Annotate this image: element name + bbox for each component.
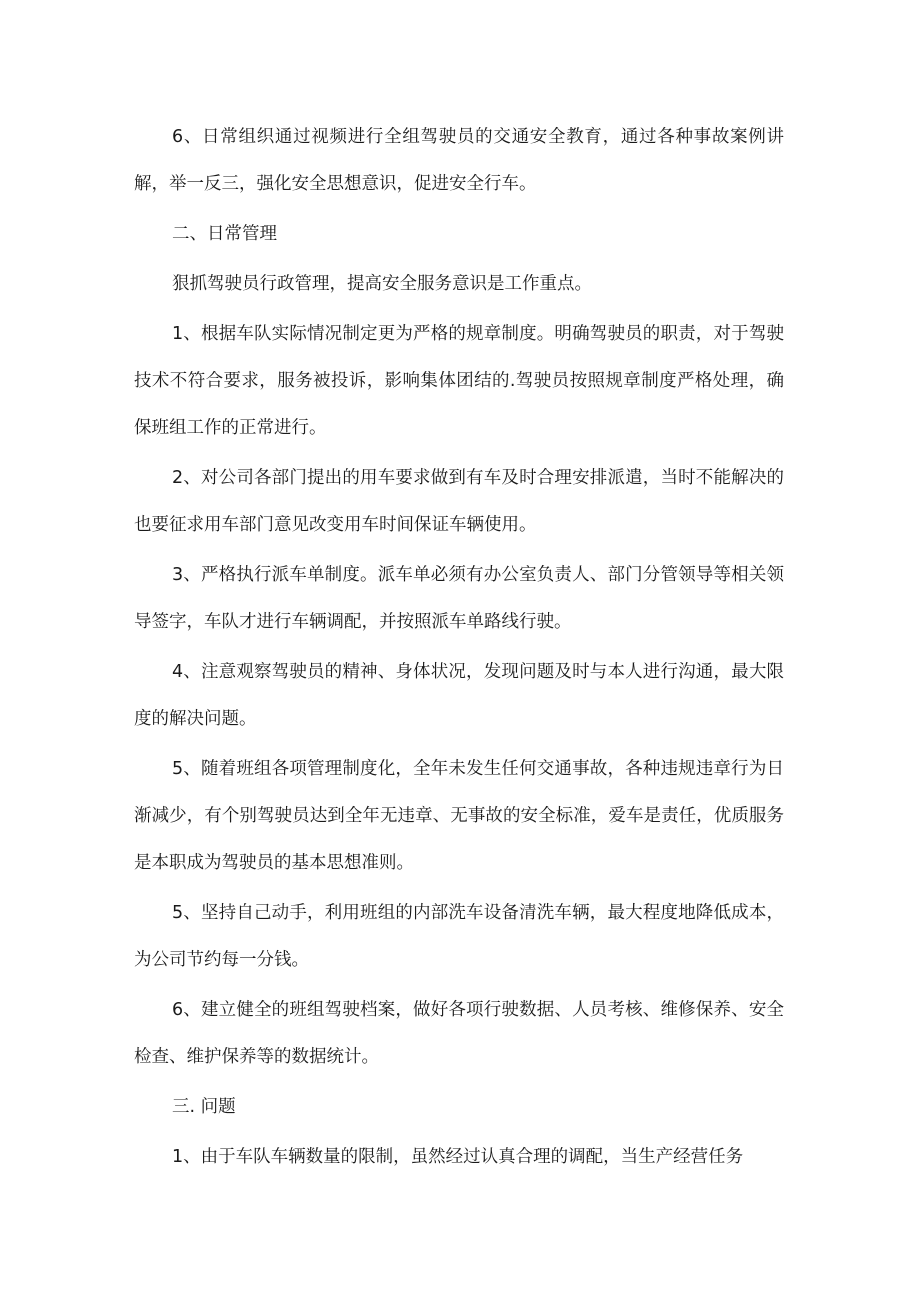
paragraph-item-3-dispatch-form: 3、严格执行派车单制度。派车单必须有办公室负责人、部门分管领导等相关领导签字，车队才进行车辆调配，并按照派车单路线行驶。 (134, 565, 784, 632)
paragraph-management-focus: 狠抓驾驶员行政管理，提高安全服务意识是工作重点。 (172, 274, 592, 294)
paragraph-item-1-vehicle-limits: 1、由于车队车辆数量的限制，虽然经过认真合理的调配，当生产经营任务 (172, 1147, 744, 1167)
paragraph-item-5-car-washing: 5、坚持自己动手，利用班组的内部洗车设备清洗车辆，最大程度地降低成本，为公司节约每一分钱。 (134, 903, 784, 970)
paragraph-item-6-safety-education: 6、日常组织通过视频进行全组驾驶员的交通安全教育，通过各种事故案例讲解，举一反三，强化安全思想意识，促进安全行车。 (134, 127, 784, 194)
section-heading-problems: 三. 问题 (172, 1097, 236, 1117)
paragraph-item-5-no-accidents: 5、随着班组各项管理制度化，全年未发生任何交通事故，各种违规违章行为日渐减少，有个别驾驶员达到全年无违章、无事故的安全标准，爱车是责任，优质服务是本职成为驾驶员的基本思想准则。 (134, 759, 784, 873)
section-heading-daily-management: 二、日常管理 (172, 224, 277, 244)
paragraph-item-1-rules: 1、根据车队实际情况制定更为严格的规章制度。明确驾驶员的职责，对于驾驶技术不符合要求，服务被投诉，影响集体团结的.驾驶员按照规章制度严格处理，确保班组工作的正常进行。 (134, 324, 784, 438)
paragraph-item-4-driver-condition: 4、注意观察驾驶员的精神、身体状况，发现问题及时与本人进行沟通，最大限度的解决问题。 (134, 662, 784, 729)
document-body (134, 114, 784, 1181)
paragraph-item-2-vehicle-dispatch: 2、对公司各部门提出的用车要求做到有车及时合理安排派遣，当时不能解决的也要征求用车部门意见改变用车时间保证车辆使用。 (134, 468, 784, 535)
paragraph-item-6-driving-records: 6、建立健全的班组驾驶档案，做好各项行驶数据、人员考核、维修保养、安全检查、维护保养等的数据统计。 (134, 1000, 784, 1067)
